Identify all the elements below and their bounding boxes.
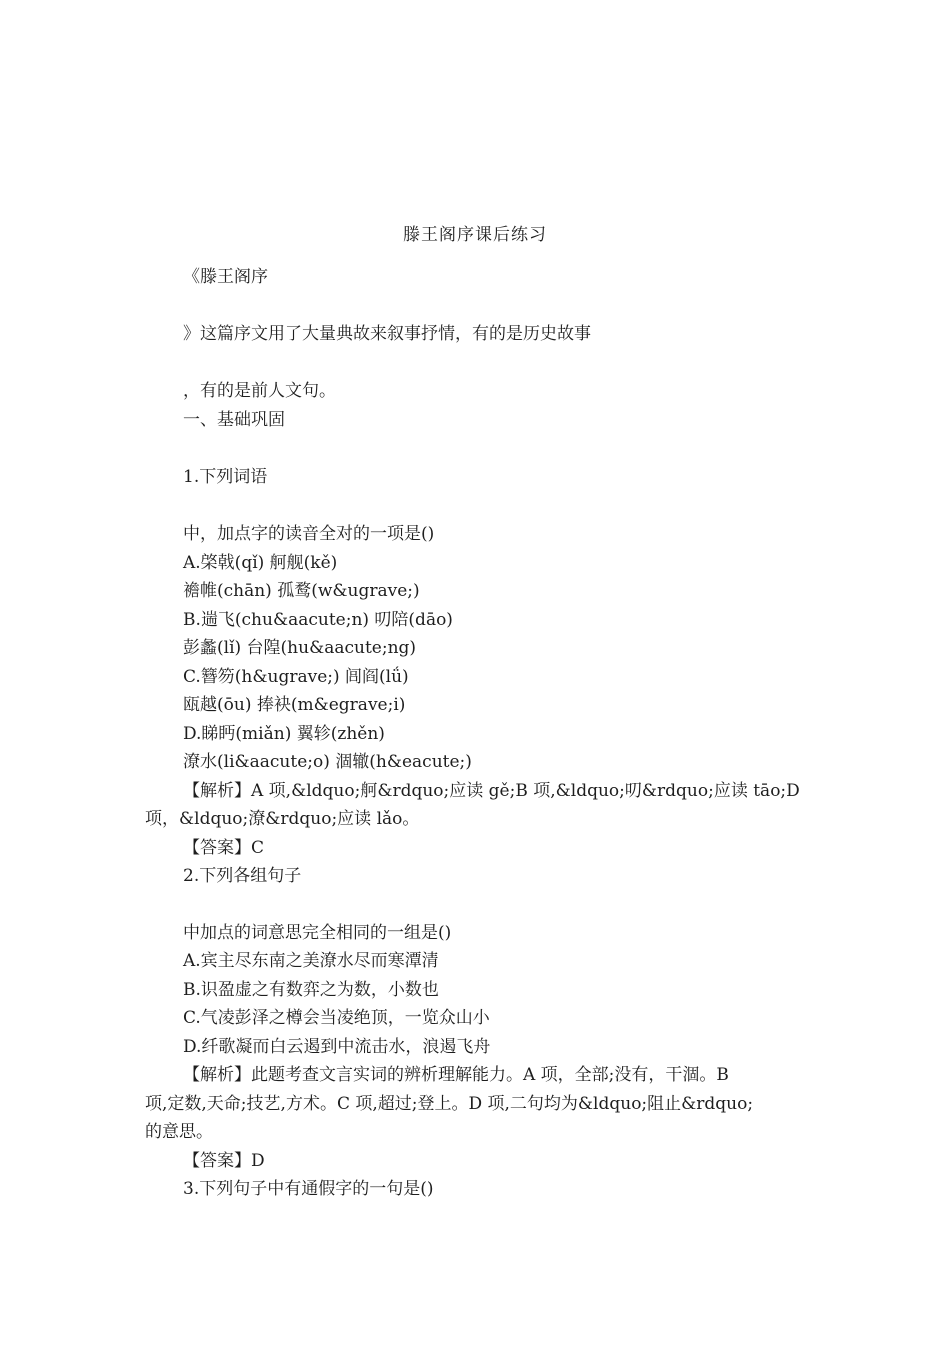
section-heading: 一、基础巩固 xyxy=(183,410,285,430)
intro-line-3: ，有的是前人文句。 xyxy=(183,381,336,401)
q2-option-line: A.宾主尽东南之美潦水尽而寒潭清 xyxy=(183,951,439,971)
q3-stem: 3.下列句子中有通假字的一句是() xyxy=(183,1179,434,1199)
q1-analysis-line-1: 【解析】A 项,&ldquo;舸&rdquo;应读 gě;B 项,&ldquo;叨&rdquo;应读 tāo;D xyxy=(183,781,800,801)
q1-option-line: D.睇眄(miǎn) 翼轸(zhěn) xyxy=(183,724,385,744)
q1-option-line: 瓯越(ōu) 捧袂(m&egrave;i) xyxy=(183,695,406,715)
q2-option-line: D.纤歌凝而白云遏到中流击水，浪遏飞舟 xyxy=(183,1037,491,1057)
q1-option-line: 彭蠡(lǐ) 台隍(hu&aacute;ng) xyxy=(183,638,417,658)
q1-stem-part-2: 中，加点字的读音全对的一项是() xyxy=(183,524,435,544)
intro-line-1: 《滕王阁序 xyxy=(183,267,268,287)
intro-line-2: 》这篇序文用了大量典故来叙事抒情，有的是历史故事 xyxy=(183,324,591,344)
q1-analysis-line-2: 项，&ldquo;潦&rdquo;应读 lǎo。 xyxy=(145,809,420,829)
q2-analysis-line-2: 项,定数,天命;技艺,方术。C 项,超过;登上。D 项,二句均为&ldquo;阻止&rdquo; xyxy=(145,1094,754,1114)
q2-option-line: C.气凌彭泽之樽会当凌绝顶，一览众山小 xyxy=(183,1008,490,1028)
q1-option-line: B.遄飞(chu&aacute;n) 叨陪(dāo) xyxy=(183,610,453,630)
q1-answer: 【答案】C xyxy=(183,838,265,858)
q2-option-line: B.识盈虚之有数弈之为数，小数也 xyxy=(183,980,439,1000)
q2-analysis-line-3: 的意思。 xyxy=(145,1122,213,1142)
document-title: 滕王阁序课后练习 xyxy=(403,225,547,245)
q1-stem-part-1: 1.下列词语 xyxy=(183,467,268,487)
q2-stem-part-2: 中加点的词意思完全相同的一组是() xyxy=(183,923,452,943)
q1-option-line: 潦水(li&aacute;o) 涸辙(h&eacute;) xyxy=(183,752,472,772)
q1-option-line: A.棨戟(qǐ) 舸舰(kě) xyxy=(183,553,338,573)
q2-answer: 【答案】D xyxy=(183,1151,265,1171)
q1-option-line: C.簪笏(h&ugrave;) 闾阎(lǘ) xyxy=(183,667,409,687)
q2-stem-part-1: 2.下列各组句子 xyxy=(183,866,302,886)
q2-analysis-line-1: 【解析】此题考查文言实词的辨析理解能力。A 项，全部;没有，干涸。B xyxy=(183,1065,729,1085)
q1-option-line: 襜帷(chān) 孤鹜(w&ugrave;) xyxy=(183,581,420,601)
